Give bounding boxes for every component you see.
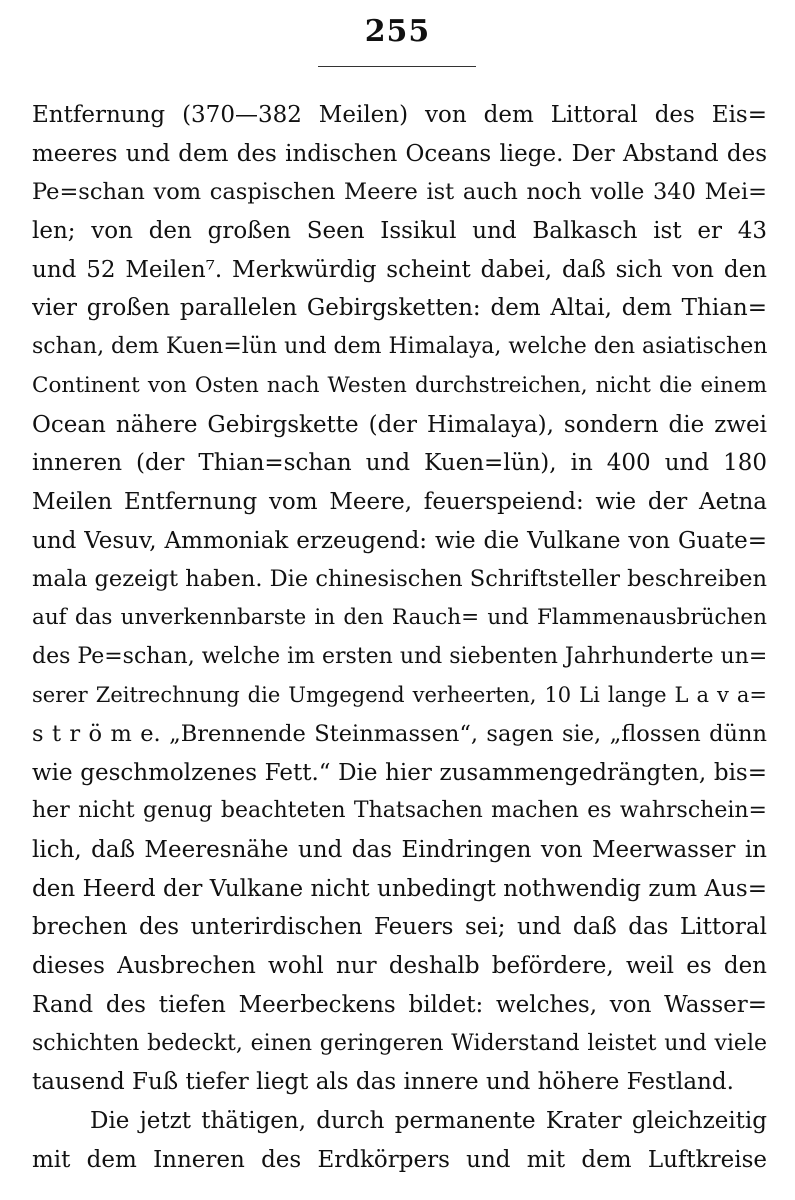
- text-line: dieses Ausbrechen wohl nur deshalb befördere, weil es den: [32, 953, 767, 980]
- text-line: und 52 Meilen⁷. Merkwürdig scheint dabei, daß sich von den: [32, 256, 767, 283]
- header-rule: [318, 66, 476, 67]
- text-line: serer Zeitrechnung die Umgegend verheerten, 10 Li lange L a v a=: [32, 683, 767, 708]
- paragraph-end-line: tausend Fuß tiefer liegt als das innere und höhere Festland.: [32, 1069, 734, 1096]
- text-line: Ocean nähere Gebirgskette (der Himalaya), sondern die zwei: [32, 411, 767, 438]
- text-line: des Pe=schan, welche im ersten und siebenten Jahrhunderte un=: [32, 643, 767, 669]
- text-line: Pe=schan vom caspischen Meere ist auch noch volle 340 Mei=: [32, 179, 767, 206]
- text-line: Continent von Osten nach Westen durchstreichen, nicht die einem: [32, 372, 767, 398]
- text-line: her nicht genug beachteten Thatsachen machen es wahrschein=: [32, 798, 767, 824]
- text-line: schichten bedeckt, einen geringeren Widerstand leistet und viele: [32, 1030, 767, 1056]
- text-line: auf das unverkennbarste in den Rauch= und Flammenausbrüchen: [32, 604, 767, 630]
- text-line: brechen des unterirdischen Feuers sei; und daß das Littoral: [32, 914, 767, 941]
- text-line: Rand des tiefen Meerbeckens bildet: welches, von Wasser=: [32, 991, 767, 1018]
- text-line: wie geschmolzenes Fett.“ Die hier zusammengedrängten, bis=: [32, 759, 767, 786]
- text-line: den Heerd der Vulkane nicht unbedingt nothwendig zum Aus=: [32, 875, 767, 902]
- text-line: inneren (der Thian=schan und Kuen=lün), in 400 und 180: [32, 450, 767, 477]
- page-number: 255: [364, 14, 431, 49]
- text-line: s t r ö m e. „Brennende Steinmassen“, sagen sie, „flossen dünn: [32, 721, 767, 747]
- text-line: mala gezeigt haben. Die chinesischen Schriftsteller beschreiben: [32, 566, 767, 593]
- text-line: meeres und dem des indischen Oceans liege. Der Abstand des: [32, 140, 767, 167]
- text-line: len; von den großen Seen Issikul und Balkasch ist er 43: [32, 218, 767, 245]
- text-line: Meilen Entfernung vom Meere, feuerspeiend: wie der Aetna: [32, 488, 767, 515]
- body-text: [32, 96, 767, 1179]
- paragraph-start-line: Die jetzt thätigen, durch permanente Krater gleichzeitig: [90, 1107, 767, 1134]
- text-line: Entfernung (370—382 Meilen) von dem Littoral des Eis=: [32, 102, 767, 128]
- text-line: schan, dem Kuen=lün und dem Himalaya, welche den asiatischen: [32, 334, 767, 360]
- text-line: lich, daß Meeresnähe und das Eindringen von Meerwasser in: [32, 837, 767, 864]
- text-line: und Vesuv, Ammoniak erzeugend: wie die Vulkane von Guate=: [32, 527, 767, 554]
- text-line: mit dem Inneren des Erdkörpers und mit dem Luftkreise: [32, 1146, 767, 1173]
- text-line: vier großen parallelen Gebirgsketten: dem Altai, dem Thian=: [32, 295, 767, 322]
